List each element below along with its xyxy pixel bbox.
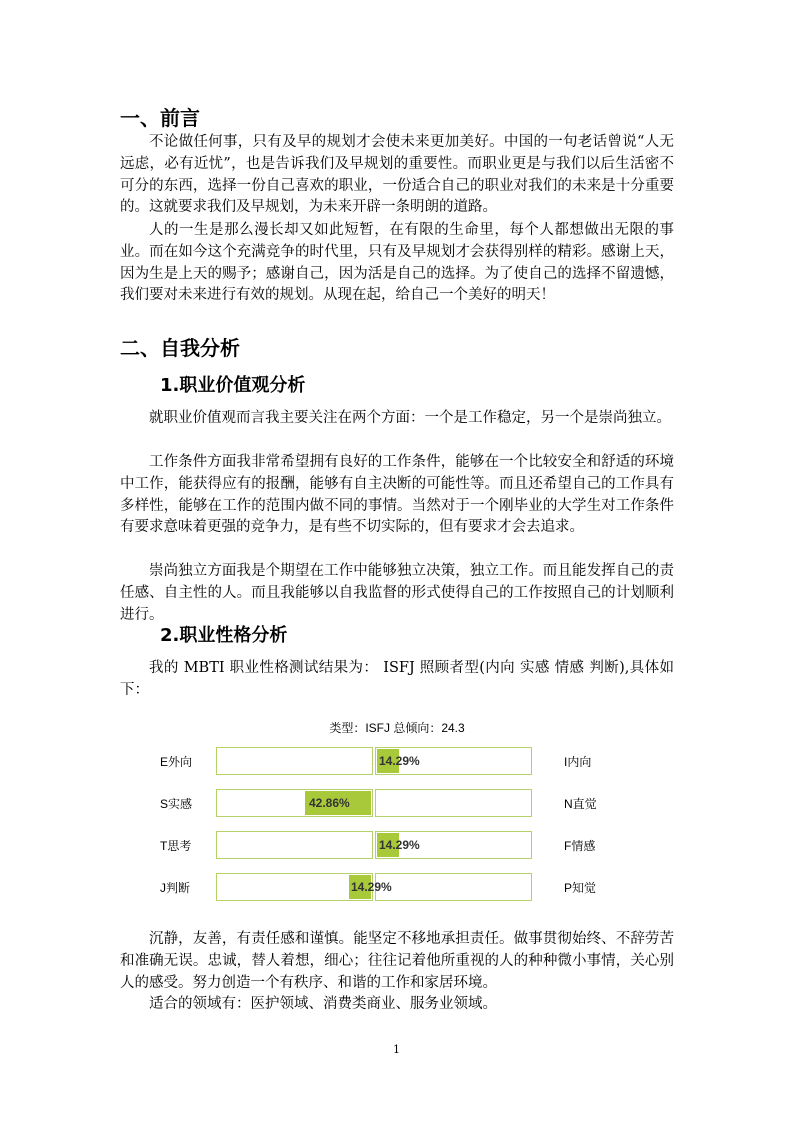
chart-row-left-label: E外向 [160, 755, 193, 769]
chart-data-label: 14.29% [351, 880, 392, 894]
chart-right-box [375, 789, 532, 817]
personality-paragraph-3: 适合的领域有：医护领域、消费类商业、服务业领域。 [149, 996, 497, 1012]
values-paragraph-2: 工作条件方面我非常希望拥有良好的工作条件，能够在一个比较安全和舒适的环境中工作，能获得应有的报酬，能够有自主决断的可能性等。而且还希望自己的工作具有多样性，能够在工作的范围内做不同的事情。当然对于一个刚毕业的大学生对工作条件有要求意味着更强的竞争力，是有些不切实际的，但有要求才会去追求。 [120, 454, 674, 536]
chart-row-right-label: F情感 [564, 839, 596, 853]
chart-row-left-label: J判断 [160, 881, 191, 895]
chart-row-right-label: N直觉 [564, 797, 597, 811]
values-paragraph-1: 就职业价值观而言我主要关注在两个方面：一个是工作稳定，另一个是崇尚独立。 [149, 410, 671, 426]
chart-row-right-label: P知觉 [564, 881, 597, 895]
chart-row-left-label: T思考 [160, 839, 192, 853]
personality-paragraph-2: 沉静，友善，有责任感和谨慎。能坚定不移地承担责任。做事贯彻始终、不辞劳苦和准确无误。忠诚，替人着想，细心；往往记着他所重视的人的种种微小事情，关心别人的感受。努力创造一个有秩序、和谐的工作和家居环境。 [120, 931, 674, 991]
preface-paragraph-1: 不论做任何事，只有及早的规划才会使未来更加美好。中国的一句老话曾说“人无远虑，必有近忧”，也是告诉我们及早规划的重要性。而职业更是与我们以后生活密不可分的东西，选择一份自己喜欢的职业，一份适合自己的职业对我们的未来是十分重要的。这就要求我们及早规划，为未来开辟一条明朗的道路。 [120, 134, 674, 216]
self-analysis-heading: 二、自我分析 [120, 336, 240, 360]
page-number: 1 [393, 1043, 400, 1056]
chart-title: 类型：ISFJ 总倾向：24.3 [329, 721, 465, 735]
values-heading: 1.职业价值观分析 [160, 375, 306, 396]
preface-paragraph-2: 人的一生是那么漫长却又如此短暂，在有限的生命里，每个人都想做出无限的事业。而在如今这个充满竞争的时代里，只有及早规划才会获得别样的精彩。感谢上天，因为生是上天的赐予；感谢自己，因为活是自己的选择。为了使自己的选择不留遗憾，我们要对未来进行有效的规划。从现在起，给自己一个美好的明天！ [120, 222, 674, 304]
chart-data-label: 14.29% [379, 754, 420, 768]
chart-data-label: 14.29% [379, 838, 420, 852]
chart-row-left-label: S实感 [160, 797, 193, 811]
chart-left-box [216, 831, 373, 859]
chart-data-label: 42.86% [309, 796, 350, 810]
personality-heading: 2.职业性格分析 [160, 625, 288, 646]
values-paragraph-3: 崇尚独立方面我是个期望在工作中能够独立决策，独立工作。而且能发挥自己的责任感、自主性的人。而且我能够以自我监督的形式使得自己的工作按照自己的计划顺利进行。 [120, 563, 674, 623]
mbti-chart [120, 720, 674, 910]
chart-row-right-label: I内向 [564, 755, 592, 769]
preface-heading: 一、前言 [120, 106, 200, 130]
chart-right-box [375, 873, 532, 901]
chart-left-box [216, 747, 373, 775]
personality-paragraph-1: 我的 MBTI 职业性格测试结果为： ISFJ 照顾者型(内向 实感 情感 判断),具体如下： [120, 660, 674, 698]
